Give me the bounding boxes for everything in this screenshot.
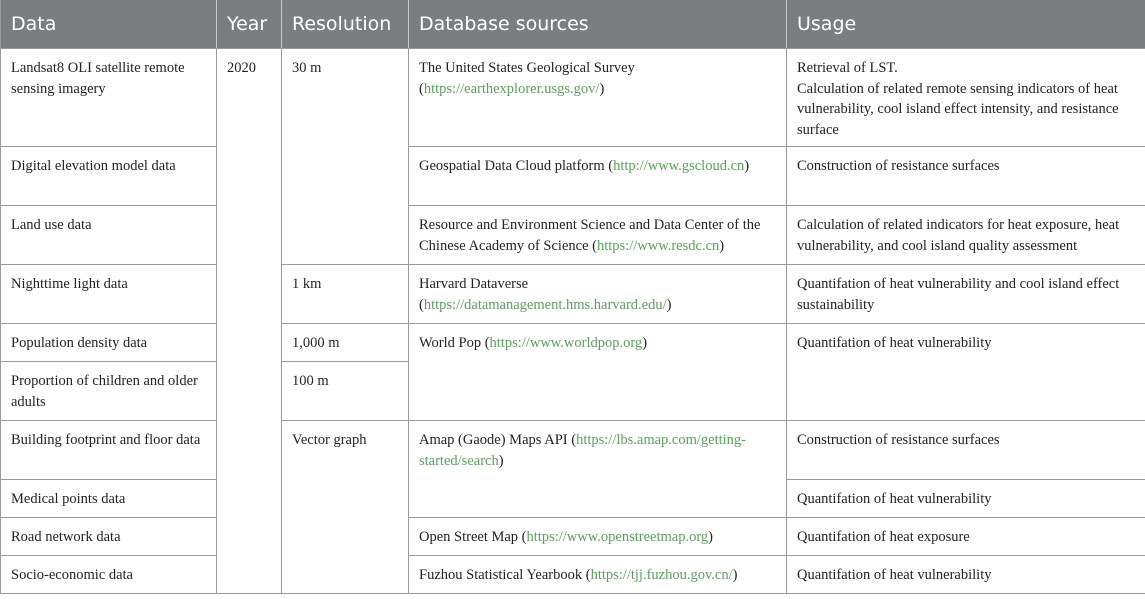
- resolution-cell: 1,000 m: [282, 324, 409, 362]
- resolution-cell: 100 m: [282, 362, 409, 421]
- usage-cell: Quantifation of heat vulnerability: [787, 556, 1145, 594]
- table-row: [1, 421, 1145, 480]
- source-cell: [409, 49, 787, 147]
- resolution-cell: 1 km: [282, 265, 409, 324]
- usage-cell: [787, 49, 1145, 147]
- source-cell: [409, 147, 787, 206]
- source-link[interactable]: https://earthexplorer.usgs.gov/: [423, 80, 600, 97]
- header-year: Year: [217, 0, 282, 49]
- table-row: [1, 49, 1145, 147]
- header-row: [1, 0, 1145, 49]
- source-name: The United States Geological Survey (: [419, 60, 635, 97]
- source-cell: [409, 324, 787, 421]
- source-close: ): [708, 529, 713, 545]
- source-close: ): [498, 452, 504, 469]
- source-close: ): [719, 237, 725, 254]
- source-close: ): [666, 296, 672, 313]
- source-link[interactable]: https://www.resdc.cn: [596, 237, 720, 254]
- source-name: Amap (Gaode) Maps API (: [419, 432, 577, 448]
- source-name: World Pop (: [419, 335, 490, 351]
- source-close: ): [732, 567, 738, 583]
- source-link[interactable]: https://lbs.amap.com/getting-started/search: [419, 432, 747, 469]
- source-name: Harvard Dataverse (: [419, 276, 529, 313]
- source-cell: [409, 206, 787, 265]
- usage-cell: Quantifation of heat vulnerability and cool island effect sustainability: [787, 265, 1145, 324]
- year-cell: 2020: [217, 49, 282, 594]
- source-close: ): [744, 158, 750, 174]
- source-cell: [409, 556, 787, 594]
- usage-cell: Quantifation of heat exposure: [787, 518, 1145, 556]
- source-close: ): [599, 80, 605, 97]
- source-cell: [409, 421, 787, 518]
- table-row: [1, 265, 1145, 324]
- table-row: [1, 324, 1145, 362]
- table-row: [1, 556, 1145, 594]
- source-link[interactable]: https://www.worldpop.org: [489, 335, 643, 351]
- resolution-cell: 30 m: [282, 49, 409, 265]
- resolution-cell: Vector graph: [282, 421, 409, 594]
- header-resolution: Resolution: [282, 0, 409, 49]
- usage-cell: Quantifation of heat vulnerability: [787, 324, 1145, 421]
- usage-cell: Construction of resistance surfaces: [787, 147, 1145, 206]
- source-close: ): [642, 335, 648, 351]
- source-name: Open Street Map (: [419, 529, 527, 545]
- data-cell: Proportion of children and older adults: [1, 362, 217, 421]
- source-cell: [409, 518, 787, 556]
- usage-cell: Quantifation of heat vulnerability: [787, 480, 1145, 518]
- data-cell: Socio-economic data: [1, 556, 217, 594]
- usage-cell: Calculation of related indicators for heat exposure, heat vulnerability, and cool island quality assessment: [787, 206, 1145, 265]
- source-link[interactable]: https://www.openstreetmap.org: [526, 529, 709, 545]
- data-cell: Digital elevation model data: [1, 147, 217, 206]
- data-cell: Medical points data: [1, 480, 217, 518]
- source-name: Geospatial Data Cloud platform (: [419, 158, 614, 174]
- data-cell: Road network data: [1, 518, 217, 556]
- data-cell: Building footprint and floor data: [1, 421, 217, 480]
- data-cell: Landsat8 OLI satellite remote sensing imagery: [1, 49, 217, 147]
- source-link[interactable]: https://tjj.fuzhou.gov.cn/: [590, 567, 733, 583]
- header-data: Data: [1, 0, 217, 49]
- header-database-sources: Database sources: [409, 0, 787, 49]
- source-name: Fuzhou Statistical Yearbook (: [419, 567, 591, 583]
- source-link[interactable]: http://www.gscloud.cn: [613, 158, 745, 174]
- data-cell: Land use data: [1, 206, 217, 265]
- source-cell: [409, 265, 787, 324]
- usage-line: Retrieval of LST.: [797, 60, 898, 76]
- data-cell: Population density data: [1, 324, 217, 362]
- table-row: [1, 518, 1145, 556]
- source-link[interactable]: https://datamanagement.hms.harvard.edu/: [423, 296, 667, 313]
- usage-line: Calculation of related remote sensing indicators of heat vulnerability, cool island effect intensity, and resistance surface: [797, 80, 1119, 138]
- header-usage: Usage: [787, 0, 1145, 49]
- data-cell: Nighttime light data: [1, 265, 217, 324]
- source-name: Resource and Environment Science and Data Center of the Chinese Academy of Science (: [419, 217, 761, 254]
- table-row: [1, 147, 1145, 206]
- usage-cell: Construction of resistance surfaces: [787, 421, 1145, 480]
- table-row: [1, 206, 1145, 265]
